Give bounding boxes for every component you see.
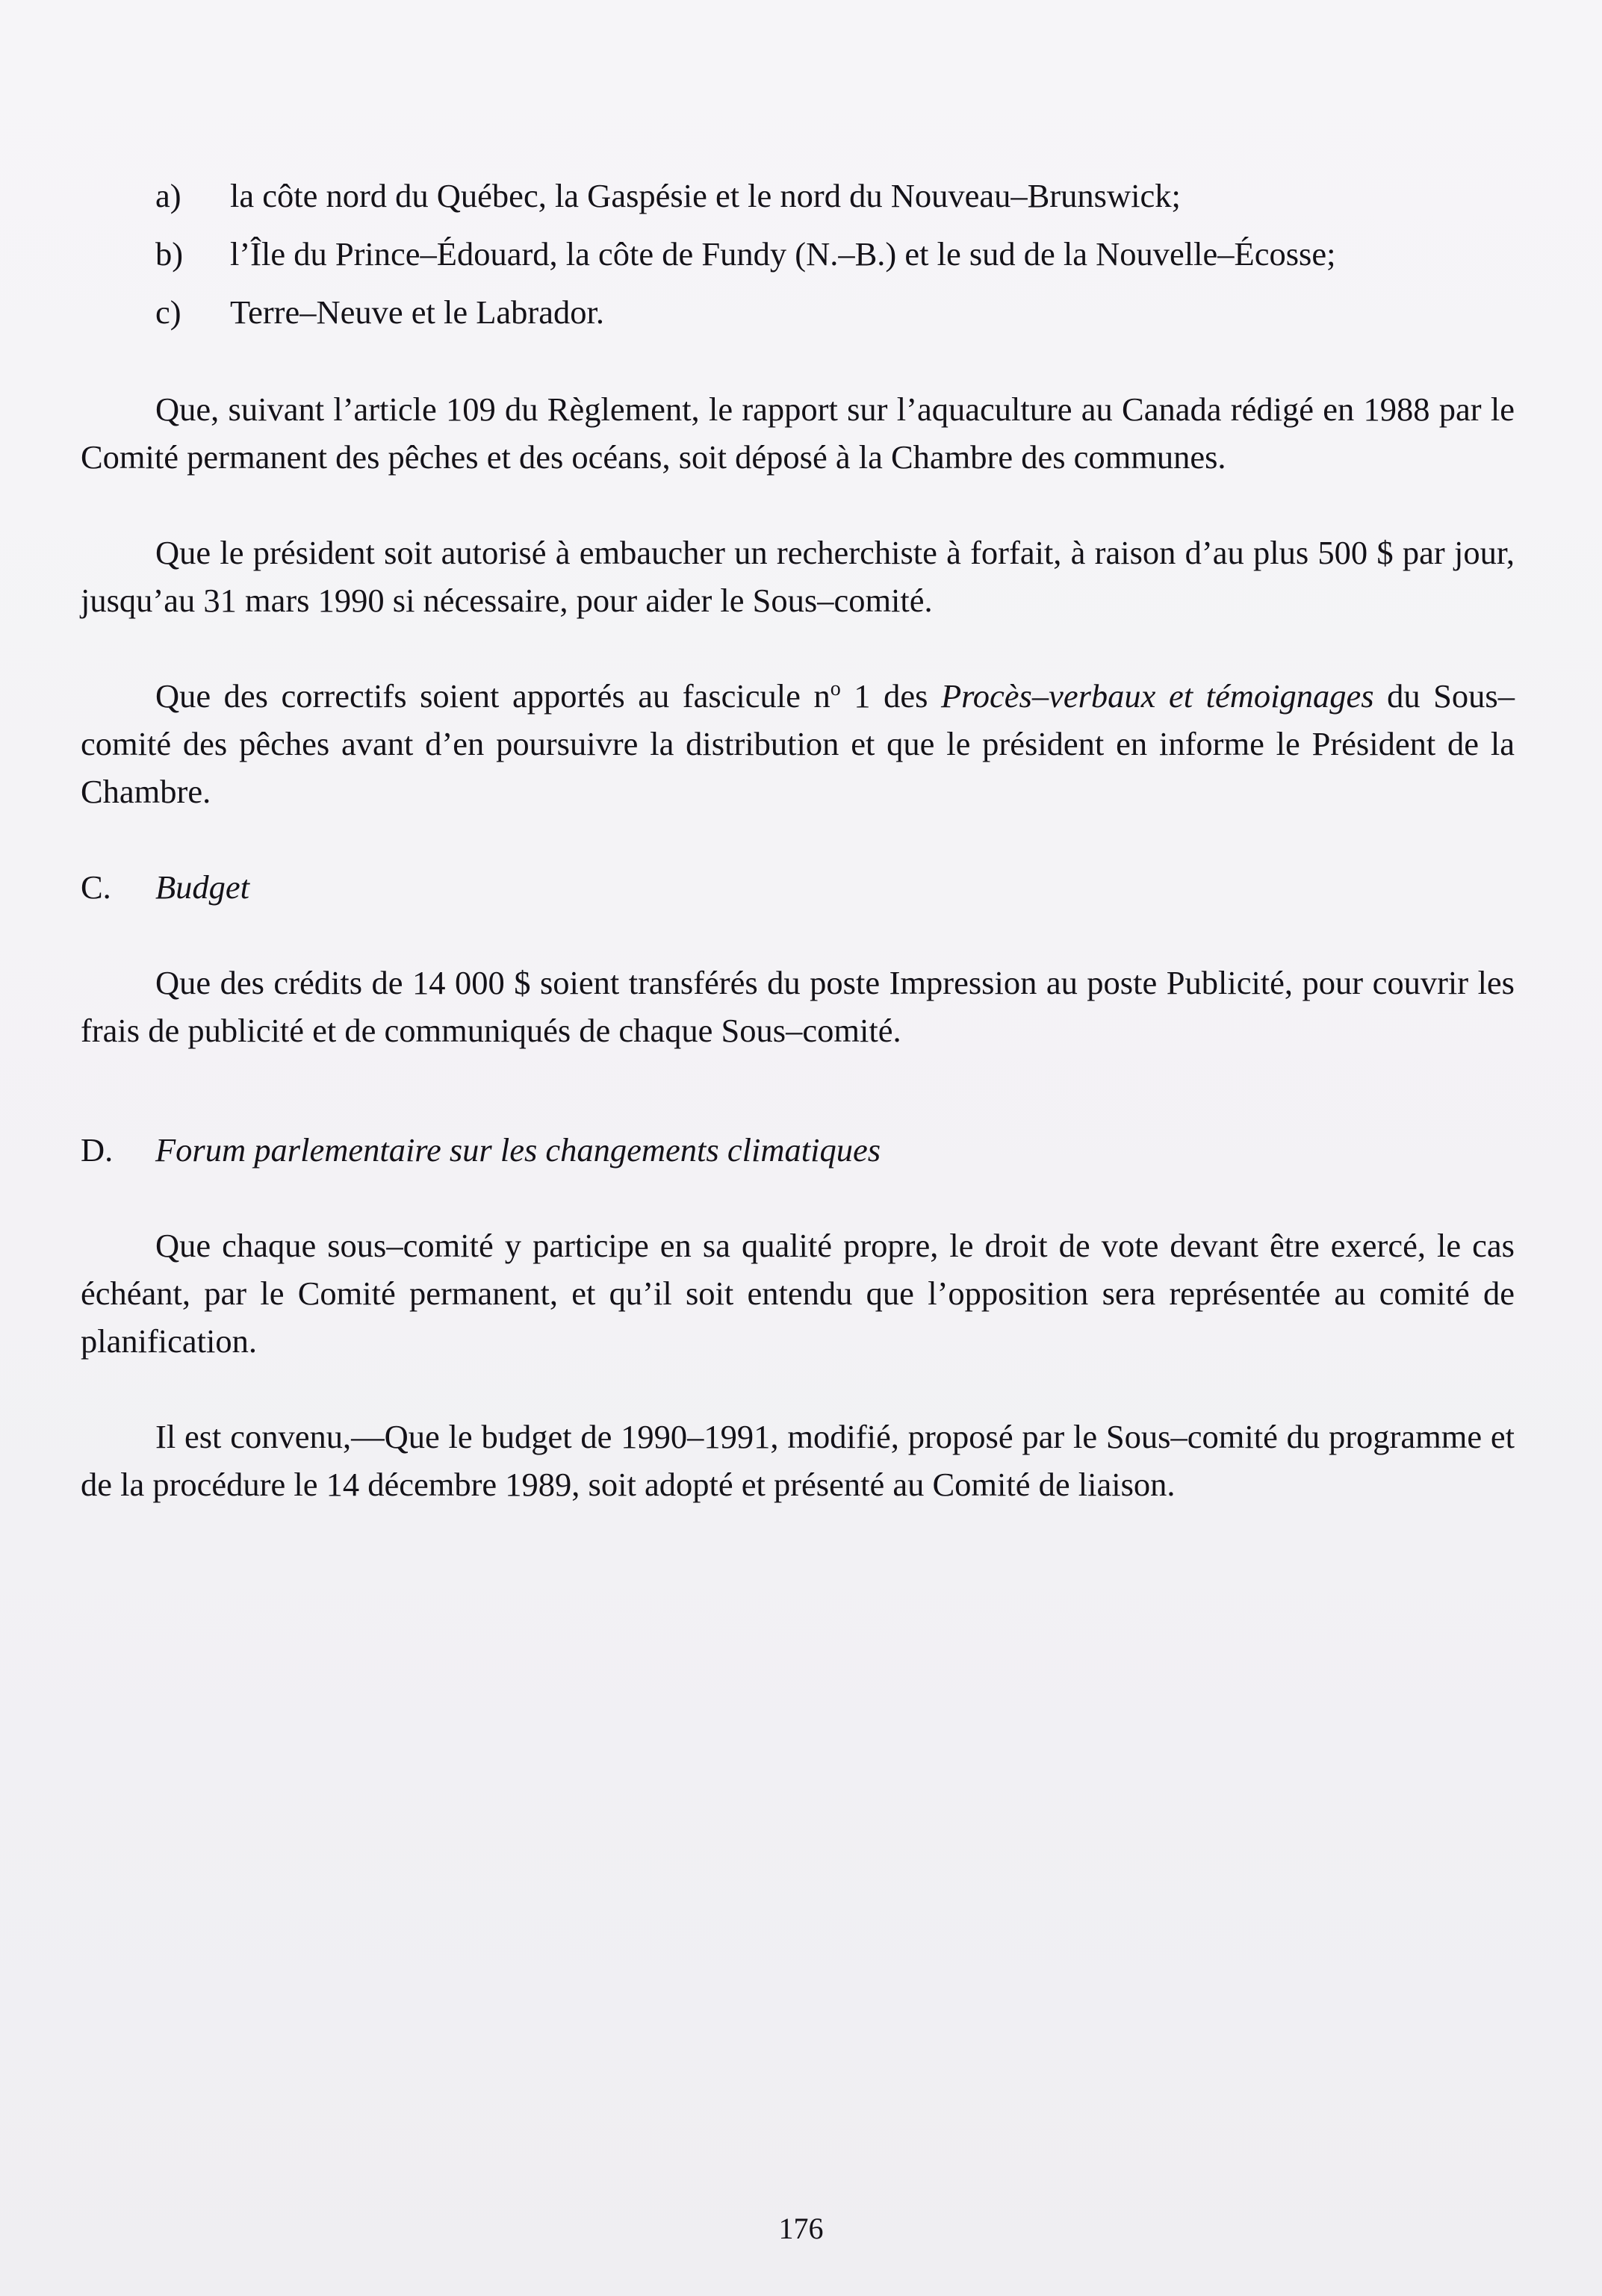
section-letter: C.: [81, 868, 111, 906]
correctifs-superscript: o: [830, 677, 841, 701]
list-marker: b): [155, 235, 184, 273]
paragraph-closing: Il est convenu,—Que le budget de 1990–1991, modifié, proposé par le Sous–comité du programme et de la procédure le 14 décembre 1989, soit adopté et présenté au Comité de liaison.: [81, 1418, 1515, 1503]
section-d-heading: [81, 1126, 1515, 1174]
correctifs-italic-title: Procès–verbaux et témoignages: [940, 677, 1374, 715]
list-item-c: [81, 288, 1515, 336]
page-content: [81, 172, 1515, 1556]
section-title: Budget: [155, 868, 250, 906]
paragraph-correctifs: [81, 672, 1515, 815]
correctifs-text-after: du Sous–comité des pêches avant d’en poursuivre la distribution et que le président en informe le Président de la Chambre.: [81, 677, 1515, 810]
correctifs-text-before: Que des correctifs soient apportés au fascicule n: [155, 677, 831, 715]
paragraph-aquaculture-report: Que, suivant l’article 109 du Règlement, le rapport sur l’aquaculture au Canada rédigé en 1988 par le Comité permanent des pêches et des océans, soit déposé à la Chambre des communes.: [81, 391, 1515, 476]
page-number: 176: [778, 2212, 824, 2245]
list-item-text: la côte nord du Québec, la Gaspésie et le nord du Nouveau–Brunswick;: [230, 177, 1181, 214]
paragraph-forum: Que chaque sous–comité y participe en sa qualité propre, le droit de vote devant être exercé, le cas échéant, par le Comité permanent, et qu’il soit entendu que l’opposition sera représentée au comité de planification.: [81, 1227, 1515, 1360]
list-item-text: Terre–Neuve et le Labrador.: [230, 293, 604, 331]
list-item-a: [81, 172, 1515, 220]
list-item-b: [81, 230, 1515, 278]
list-marker: a): [155, 177, 181, 214]
paragraph-budget: Que des crédits de 14 000 $ soient transférés du poste Impression au poste Publicité, pour couvrir les frais de publicité et de communiqués de chaque Sous–comité.: [81, 964, 1515, 1049]
list-item-text: l’Île du Prince–Édouard, la côte de Fundy (N.–B.) et le sud de la Nouvelle–Écosse;: [230, 235, 1336, 273]
section-title: Forum parlementaire sur les changements climatiques: [155, 1131, 881, 1169]
list-marker: c): [155, 293, 181, 331]
correctifs-text-middle: 1 des: [840, 677, 941, 715]
section-letter: D.: [81, 1131, 114, 1169]
paragraph-researcher: Que le président soit autorisé à embaucher un recherchiste à forfait, à raison d’au plus 500 $ par jour, jusqu’au 31 mars 1990 si nécessaire, pour aider le Sous–comité.: [81, 534, 1515, 619]
section-c-heading: [81, 863, 1515, 911]
